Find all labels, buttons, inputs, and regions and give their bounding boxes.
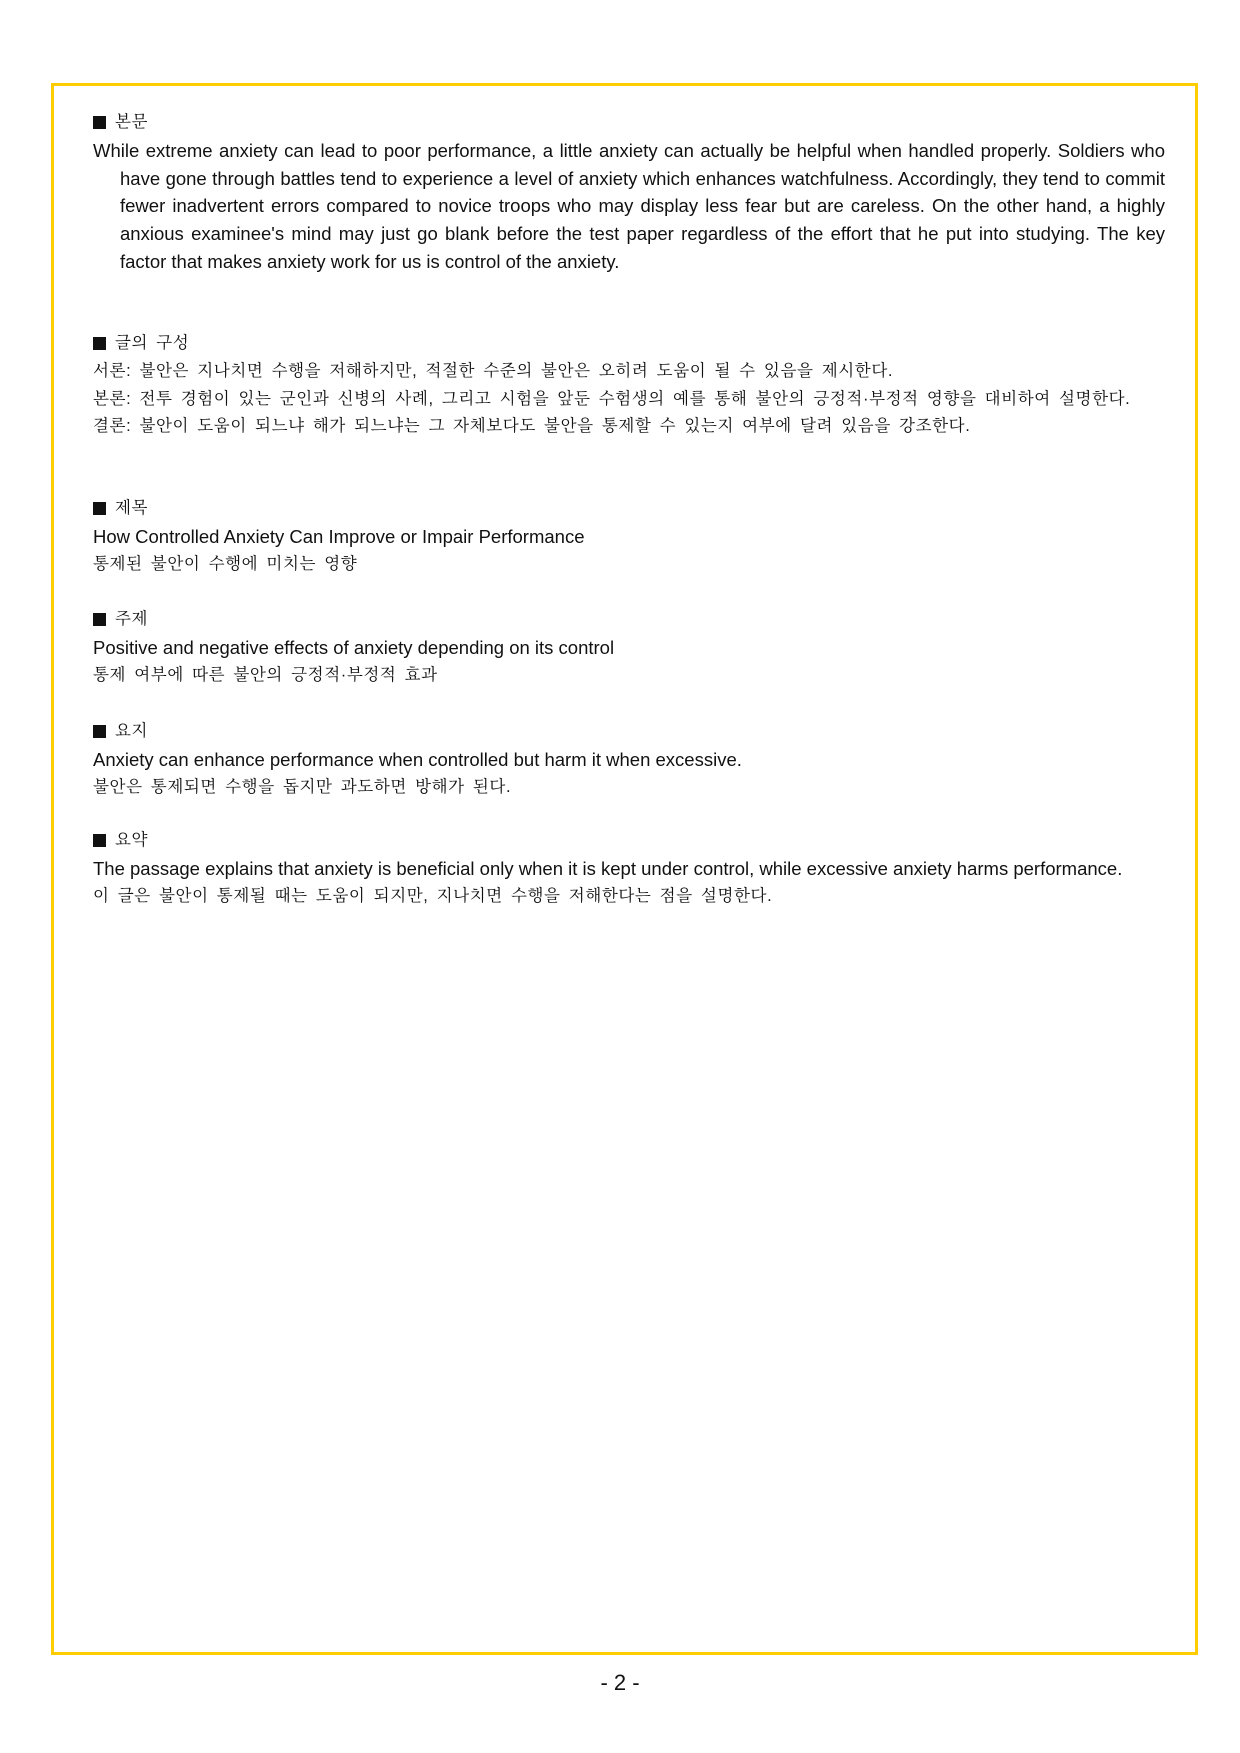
korean-text: 불안은 통제되면 수행을 돕지만 과도하면 방해가 된다.: [93, 777, 512, 796]
heading-text: 요지: [115, 722, 149, 740]
heading-text: 글의 구성: [115, 334, 190, 352]
section-title: [93, 495, 1165, 578]
section-body: [93, 109, 1165, 276]
english-text: How Controlled Anxiety Can Improve or Impair Performance: [93, 525, 585, 547]
section-summary: [93, 827, 1165, 910]
intro-text: 서론: 불안은 지나치면 수행을 저해하지만, 적절한 수준의 불안은 오히려 도움이 될 수 있음을 제시한다.: [93, 361, 894, 380]
page-number: - 2 -: [600, 1670, 640, 1695]
korean-text: 이 글은 불안이 통제될 때는 도움이 되지만, 지나치면 수행을 저해한다는 점을 설명한다.: [93, 886, 773, 905]
english-text: Positive and negative effects of anxiety depending on its control: [93, 636, 615, 658]
english-text: Anxiety can enhance performance when controlled but harm it when excessive.: [93, 748, 742, 770]
square-bullet-icon: [93, 502, 106, 515]
section-gist: [93, 718, 1165, 801]
passage-text: While extreme anxiety can lead to poor performance, a little anxiety can actually be helpful when handled properly. Soldiers who have gone through battles tend to experience a level of anxiety which enhances watchfulness. Accordingly, they tend to commit fewer inadvertent errors compared to novice troops who may display less fear but are careless. On the other hand, a highly anxious examinee's mind may just go blank before the test paper regardless of the effort that he put into studying. The key factor that makes anxiety work for us is control of the anxiety.: [93, 139, 1165, 272]
section-heading: [93, 330, 1165, 358]
section-heading: [93, 827, 1165, 855]
korean-text: 통제 여부에 따른 불안의 긍정적·부정적 효과: [93, 665, 438, 684]
square-bullet-icon: [93, 613, 106, 626]
conclusion-text: 결론: 불안이 도움이 되느냐 해가 되느냐는 그 자체보다도 불안을 통제할 수 있는지 여부에 달려 있음을 강조한다.: [93, 417, 971, 436]
square-bullet-icon: [93, 337, 106, 350]
korean-text: 통제된 불안이 수행에 미치는 영향: [93, 554, 358, 573]
english-text: The passage explains that anxiety is beneficial only when it is kept under control, while excessive anxiety harms performance.: [93, 857, 1123, 879]
section-structure: [93, 330, 1165, 441]
heading-text: 요약: [115, 831, 149, 849]
square-bullet-icon: [93, 725, 106, 738]
section-heading: [93, 718, 1165, 746]
section-topic: [93, 606, 1165, 689]
square-bullet-icon: [93, 834, 106, 847]
section-heading: [93, 109, 1165, 137]
section-heading: [93, 606, 1165, 634]
heading-text: 본문: [115, 113, 149, 131]
body-text: 본론: 전투 경험이 있는 군인과 신병의 사례, 그리고 시험을 앞둔 수험생의 예를 통해 불안의 긍정적·부정적 영향을 대비하여 설명한다.: [93, 389, 1131, 408]
square-bullet-icon: [93, 116, 106, 129]
section-heading: [93, 495, 1165, 523]
heading-text: 제목: [115, 499, 149, 517]
heading-text: 주제: [115, 610, 149, 628]
